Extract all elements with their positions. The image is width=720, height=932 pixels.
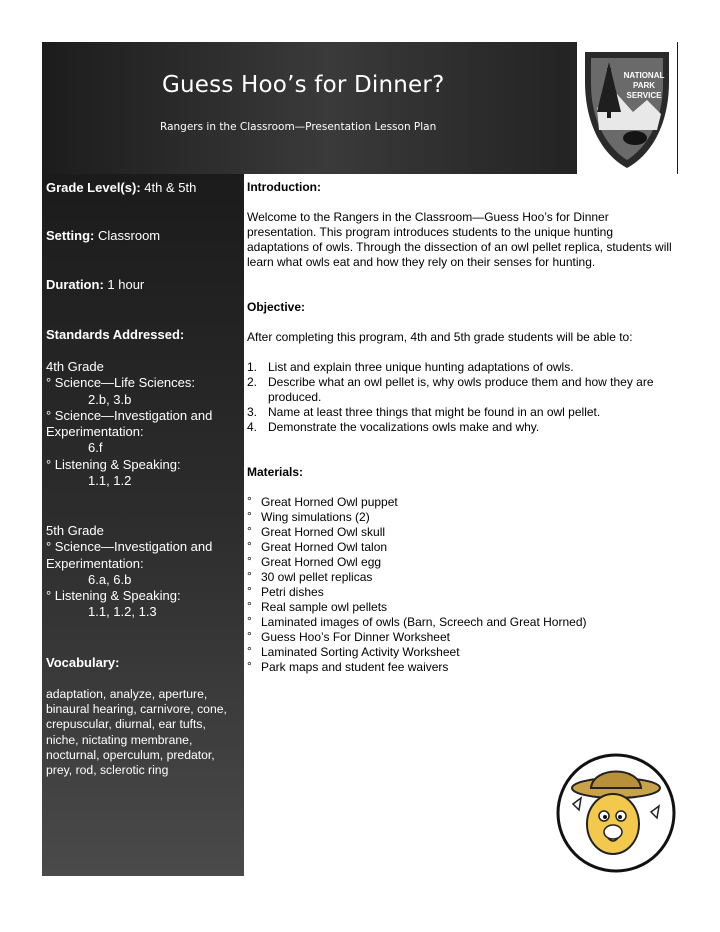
materials-list xyxy=(247,495,677,675)
list-item: 2. Describe what an owl pellet is, why owls produce them and how they are produced. xyxy=(247,375,654,404)
standard-line: ° Listening & Speaking: xyxy=(46,588,181,604)
grade5-title: 5th Grade xyxy=(46,523,104,538)
duration-value: 1 hour xyxy=(103,277,145,292)
duration-row xyxy=(46,277,240,293)
objective-heading: Objective: xyxy=(247,300,306,314)
objective-item-text: Name at least three things that might be found in an owl pellet. xyxy=(268,405,601,419)
list-item: ° Park maps and student fee waivers xyxy=(247,660,677,675)
page-subtitle: Rangers in the Classroom—Presentation Lesson Plan xyxy=(160,121,437,133)
standard-line: ° Listening & Speaking: xyxy=(46,456,181,472)
list-item: 4. Demonstrate the vocalizations owls make and why. xyxy=(247,420,540,434)
nps-logo-text-3: SERVICE xyxy=(626,91,662,100)
standard-line: ° Science—Investigation and Experimentation: xyxy=(46,407,213,440)
setting-label: Setting: xyxy=(46,228,95,243)
introduction-heading: Introduction: xyxy=(247,180,321,194)
sidebar xyxy=(42,174,244,876)
objectives-list xyxy=(247,360,677,435)
standard-line: 6.a, 6.b xyxy=(88,571,132,587)
standard-line: 1.1, 1.2 xyxy=(88,473,132,489)
standard-line: 1.1, 1.2, 1.3 xyxy=(88,604,157,620)
materials-heading: Materials: xyxy=(247,465,304,479)
page-title: Guess Hoo’s for Dinner? xyxy=(162,72,445,98)
objective-item-text: Describe what an owl pellet is, why owls produce them and how they are produced. xyxy=(268,375,654,404)
nps-arrowhead-logo xyxy=(577,42,677,174)
list-item: ° Laminated Sorting Activity Worksheet xyxy=(247,645,677,660)
setting-row xyxy=(46,228,240,244)
list-item: ° Great Horned Owl egg xyxy=(247,555,677,570)
list-item: ° Great Horned Owl puppet xyxy=(247,495,677,510)
list-item: ° Petri dishes xyxy=(247,585,677,600)
grade-level-value: 4th & 5th xyxy=(140,180,197,195)
standard-line: ° Science—Life Sciences: xyxy=(46,375,195,391)
standard-line: 6.f xyxy=(88,440,103,456)
list-item: 1. List and explain three unique hunting adaptations of owls. xyxy=(247,360,574,374)
list-item: ° Laminated images of owls (Barn, Screech and Great Horned) xyxy=(247,615,677,630)
vocabulary-heading-text: Vocabulary: xyxy=(46,655,120,670)
list-item: ° Real sample owl pellets xyxy=(247,600,677,615)
list-item: ° Great Horned Owl skull xyxy=(247,525,677,540)
list-item: 3. Name at least three things that might be found in an owl pellet. xyxy=(247,405,601,419)
grade4-standards xyxy=(46,359,240,489)
vocabulary-heading xyxy=(46,655,240,671)
nps-logo-text-2: PARK xyxy=(632,81,656,90)
grade4-title: 4th Grade xyxy=(46,359,104,374)
list-item: ° Guess Hoo’s For Dinner Worksheet xyxy=(247,630,677,645)
list-item: ° 30 owl pellet replicas xyxy=(247,570,677,585)
grade-level-label: Grade Level(s): xyxy=(46,180,141,195)
objective-item-text: List and explain three unique hunting adaptations of owls. xyxy=(268,360,574,374)
vocabulary-list: adaptation, analyze, aperture, binaural hearing, carnivore, cone, crepuscular, diurnal, ear tufts, niche, nictating membrane, nocturnal, operculum, predator, prey, rod, sclerotic ring xyxy=(46,687,227,778)
list-item: ° Wing simulations (2) xyxy=(247,510,677,525)
main-content xyxy=(247,174,677,675)
standard-line: 2.b, 3.b xyxy=(88,391,132,407)
introduction-text: Welcome to the Rangers in the Classroom—Guess Hoo’s for Dinner presentation. This program introduces students to the unique hunting adaptations of owls. Through the dissection of an owl pellet replica, students will learn what owls eat and how they rely on their senses for hunting. xyxy=(247,210,672,269)
standards-heading-text: Standards Addressed: xyxy=(46,327,185,342)
objective-item-text: Demonstrate the vocalizations owls make and why. xyxy=(268,420,540,434)
standard-line: ° Science—Investigation and Experimentation: xyxy=(46,539,213,571)
setting-value: Classroom xyxy=(94,228,161,243)
grade-level-row xyxy=(46,180,240,196)
grade5-standards xyxy=(46,523,240,621)
ranger-mascot-icon xyxy=(555,752,677,874)
objective-text: After completing this program, 4th and 5th grade students will be able to: xyxy=(247,330,633,344)
nps-logo-icon xyxy=(577,42,677,174)
duration-label: Duration: xyxy=(46,277,104,292)
list-item: ° Great Horned Owl talon xyxy=(247,540,677,555)
standards-heading xyxy=(46,327,240,343)
header-banner xyxy=(42,42,678,174)
nps-logo-text-1: NATIONAL xyxy=(623,71,665,80)
